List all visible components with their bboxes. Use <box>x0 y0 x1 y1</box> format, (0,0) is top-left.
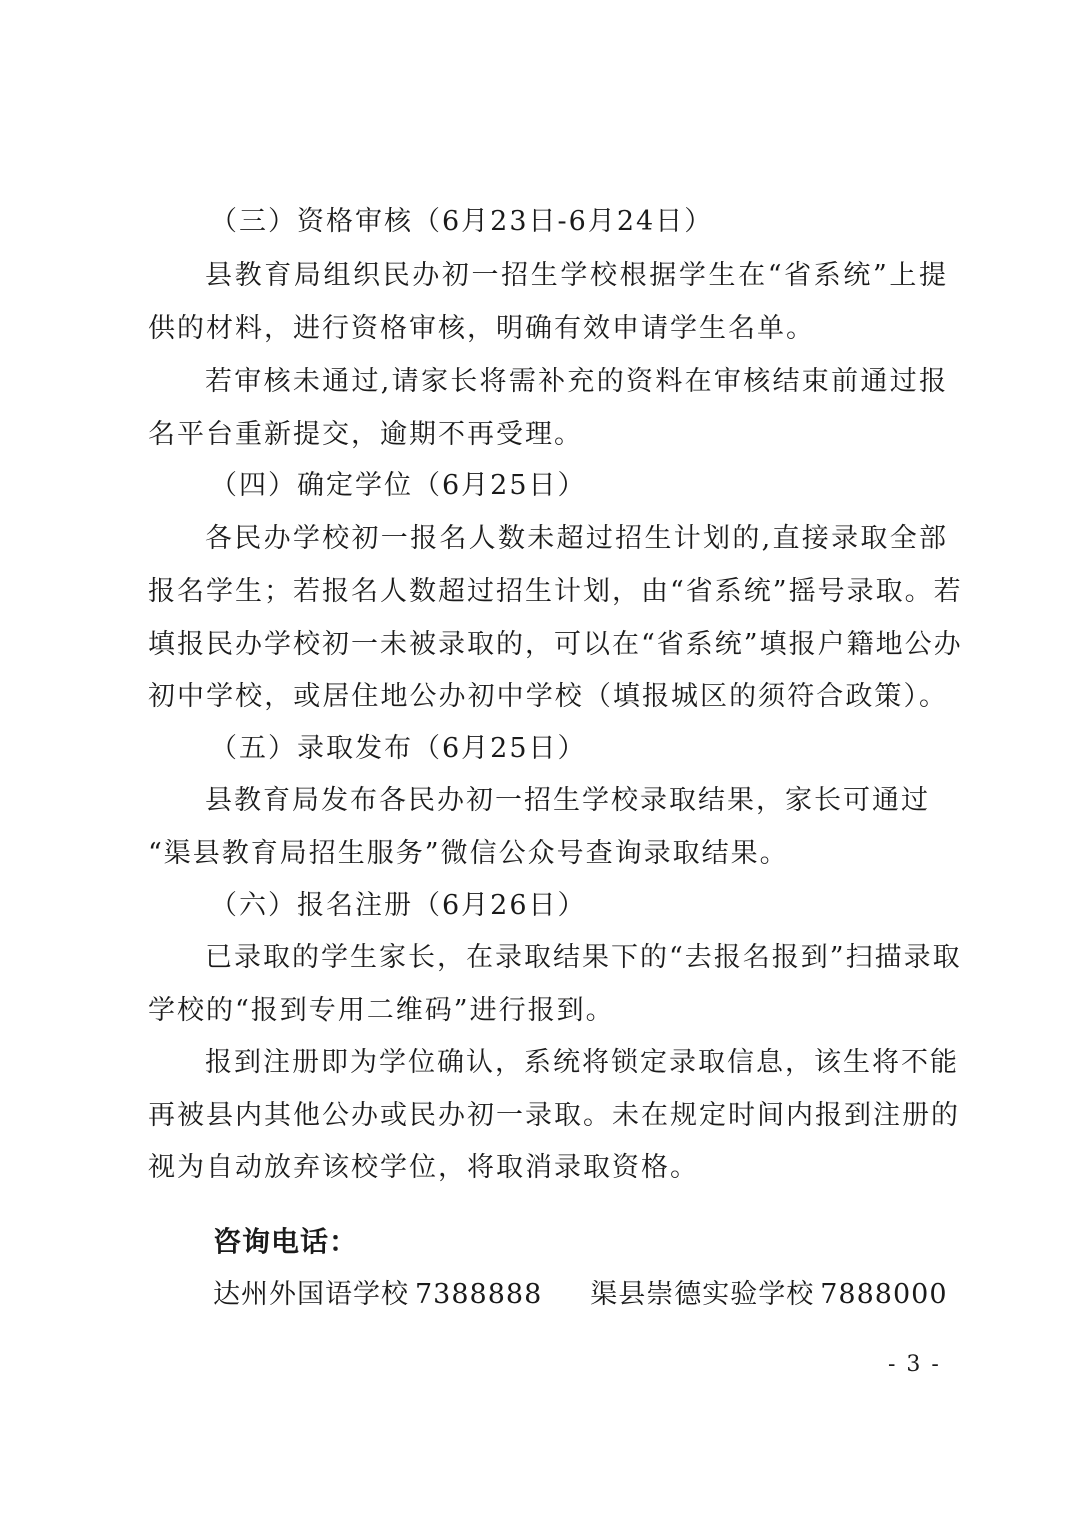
section-3-para-2-line-1: 若审核未通过,请家长将需补充的资料在审核结束前通过报 <box>205 366 948 397</box>
section-6-para-2-line-2: 再被县内其他公办或民办初一录取。未在规定时间内报到注册的 <box>148 1100 960 1131</box>
contact-school-1: 达州外国语学校 <box>213 1279 409 1310</box>
section-4-para-1-line-3: 填报民办学校初一未被录取的，可以在“省系统”填报户籍地公办 <box>148 629 963 660</box>
section-4-para-1-line-4: 初中学校，或居住地公办初中学校（填报城区的须符合政策）。 <box>148 681 948 712</box>
section-6-para-2-line-3: 视为自动放弃该校学位，将取消录取资格。 <box>148 1152 699 1183</box>
section-6-para-2-line-1: 报到注册即为学位确认，系统将锁定录取信息，该生将不能 <box>205 1047 959 1078</box>
section-3-heading: （三）资格审核（6月23日-6月24日） <box>210 206 714 237</box>
section-3-para-1-line-1: 县教育局组织民办初一招生学校根据学生在“省系统”上提 <box>205 260 948 291</box>
section-5-para-1-line-1: 县教育局发布各民办初一招生学校录取结果，家长可通过 <box>205 785 930 816</box>
contact-title: 咨询电话： <box>213 1225 359 1258</box>
contact-school-2: 渠县崇德实验学校 <box>590 1279 815 1310</box>
contact-phone-2: 7888000 <box>820 1279 948 1310</box>
page-number: - 3 - <box>888 1352 941 1377</box>
section-4-para-1-line-2: 报名学生；若报名人数超过招生计划，由“省系统”摇号录取。若 <box>148 576 963 607</box>
section-6-para-1-line-1: 已录取的学生家长，在录取结果下的“去报名报到”扫描录取 <box>205 942 962 973</box>
contact-phone-1: 7388888 <box>415 1279 543 1310</box>
section-3-para-1-line-2: 供的材料，进行资格审核，明确有效申请学生名单。 <box>148 313 815 344</box>
contact-list <box>213 1275 948 1315</box>
section-5-para-1-line-2: “渠县教育局招生服务”微信公众号查询录取结果。 <box>148 838 789 869</box>
section-3-para-2-line-2: 名平台重新提交，逾期不再受理。 <box>148 419 583 450</box>
section-4-para-1-line-1: 各民办学校初一报名人数未超过招生计划的,直接录取全部 <box>205 523 948 554</box>
section-4-heading: （四）确定学位（6月25日） <box>210 470 587 501</box>
section-6-heading: （六）报名注册（6月26日） <box>210 890 587 921</box>
section-6-para-1-line-2: 学校的“报到专用二维码”进行报到。 <box>148 995 615 1026</box>
section-5-heading: （五）录取发布（6月25日） <box>210 733 587 764</box>
